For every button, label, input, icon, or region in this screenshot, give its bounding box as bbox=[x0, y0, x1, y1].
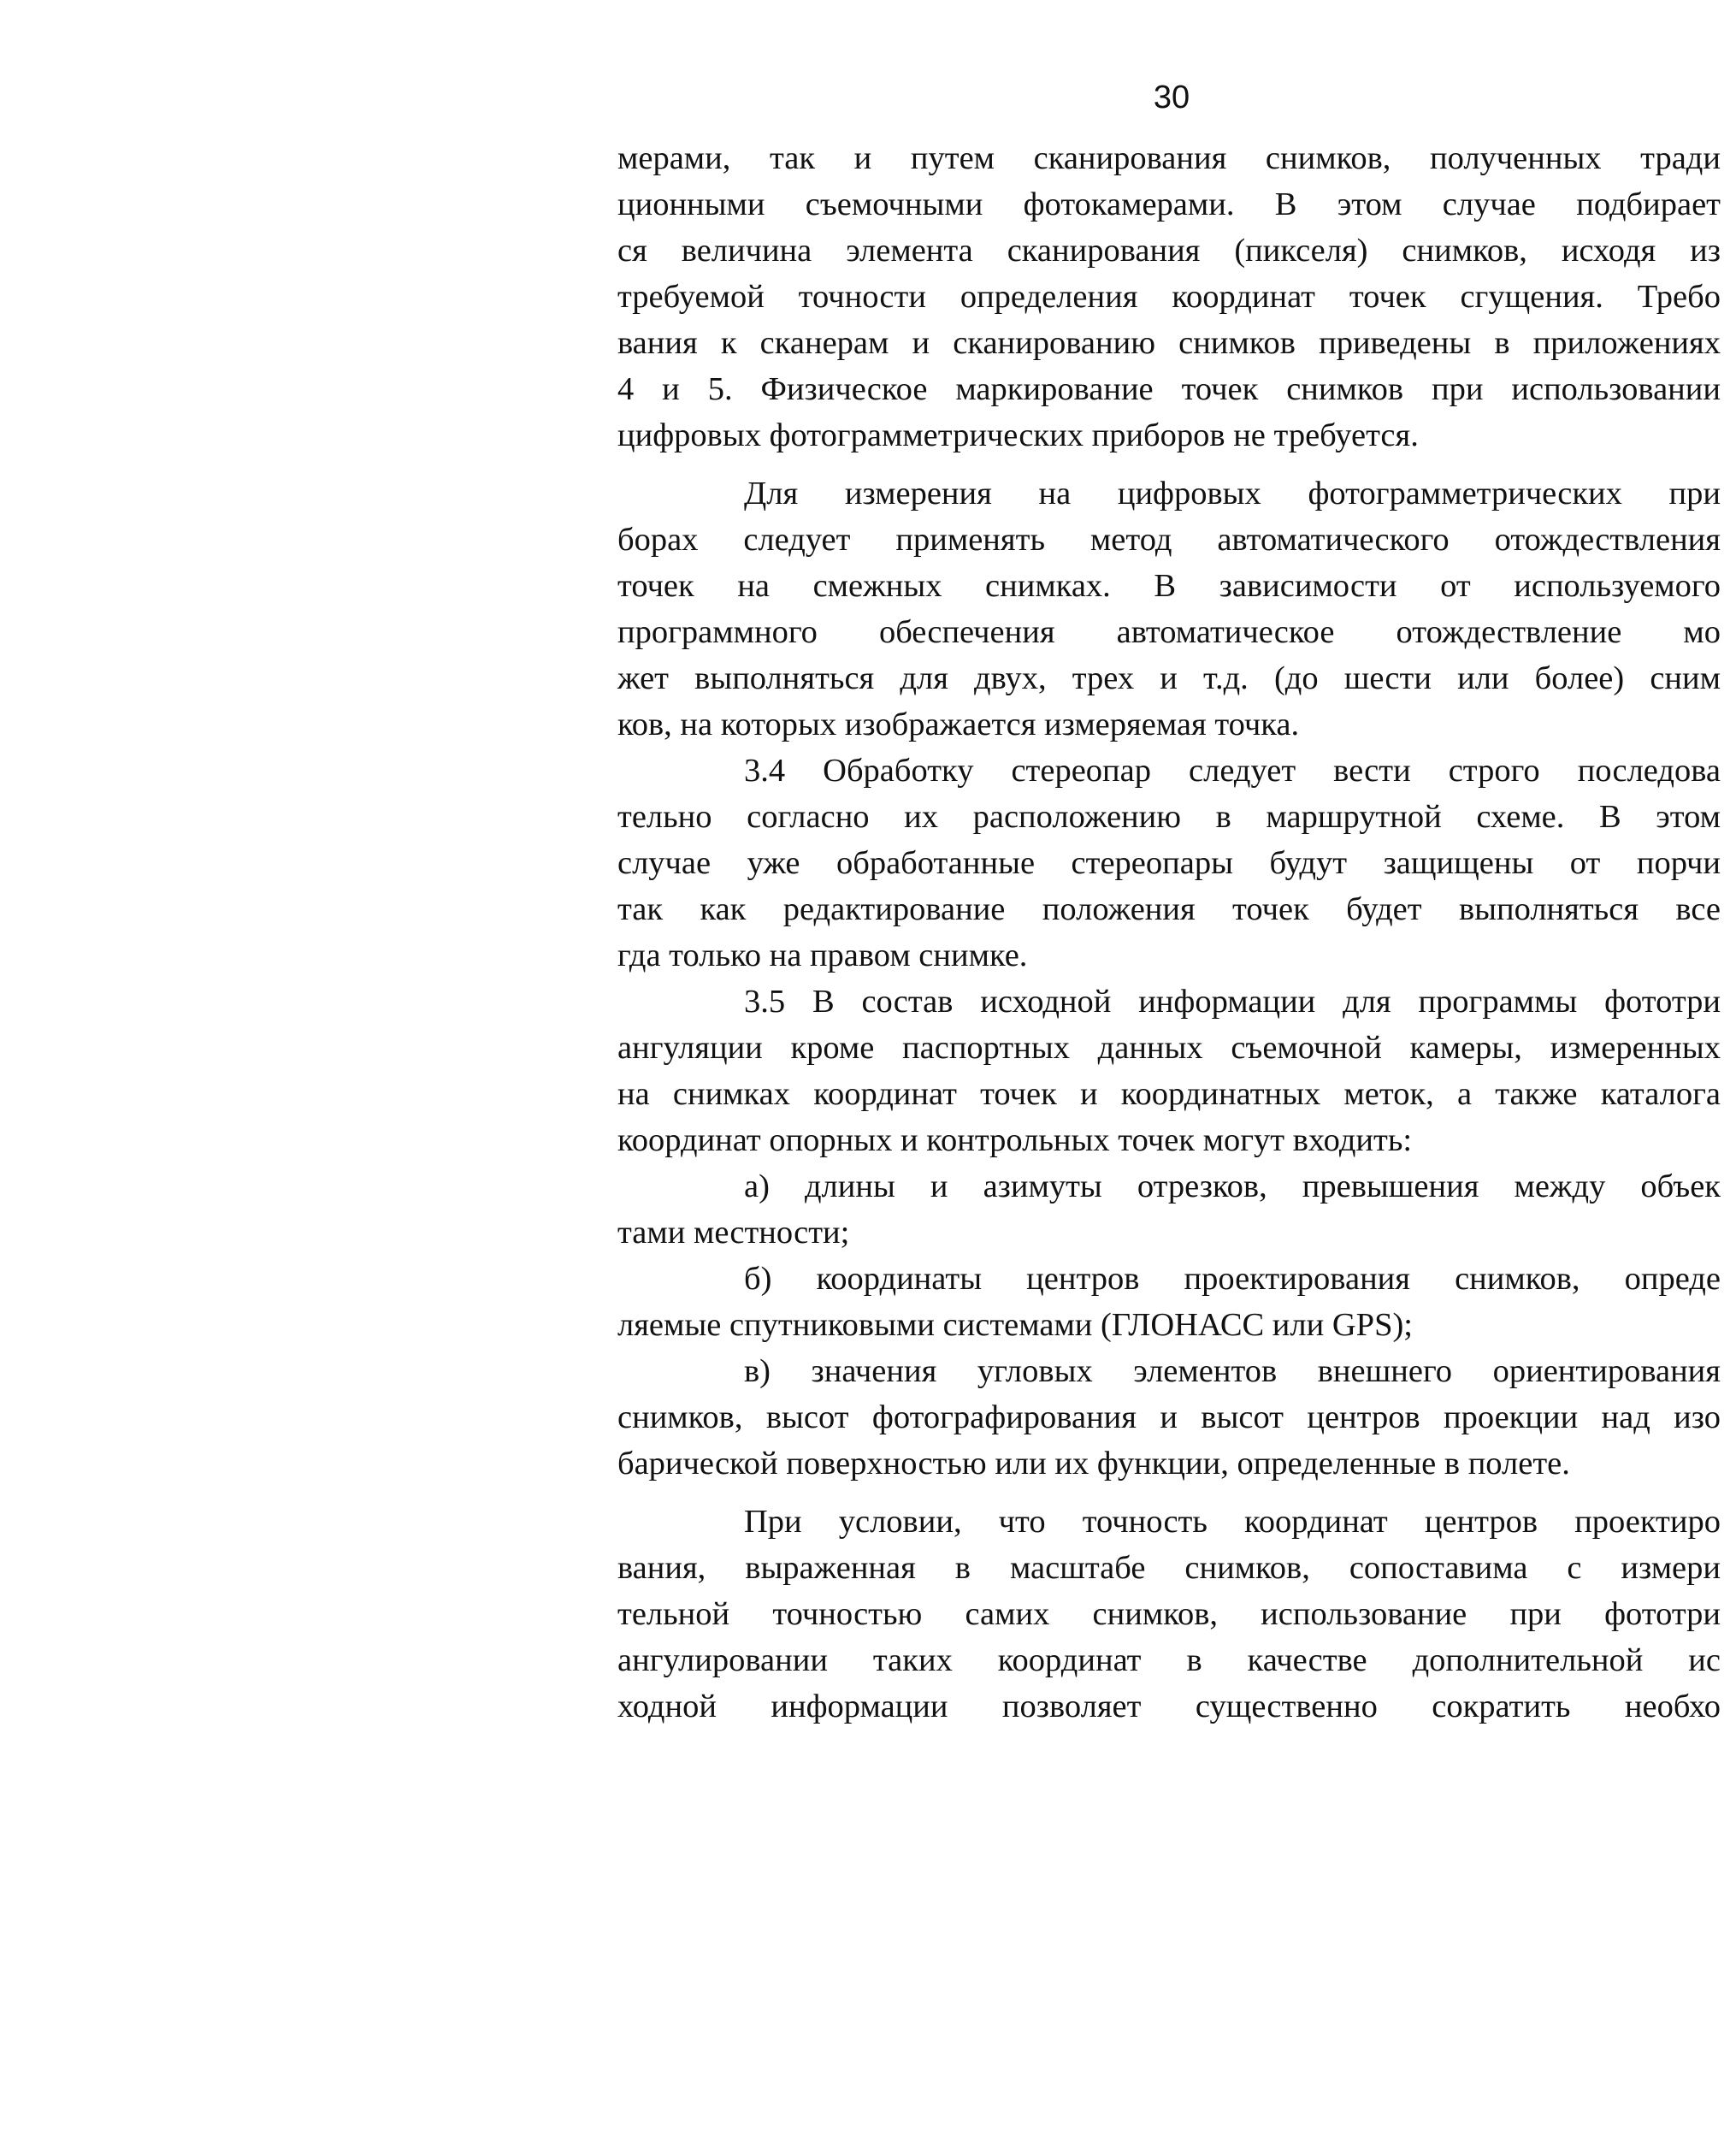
text-line: ционными съемочными фотокамерами. В этом случае подбирает bbox=[617, 186, 1721, 222]
text-line: тельно согласно их расположению в маршрутной схеме. В этом bbox=[617, 799, 1721, 835]
text-line: мерами, так и путем сканирования снимков, полученных тради bbox=[617, 140, 1721, 176]
text-line: ся величина элемента сканирования (пикселя) снимков, исходя из bbox=[617, 233, 1721, 269]
text-line: ходной информации позволяет существенно сократить необхо bbox=[617, 1689, 1721, 1724]
text-line: а) длины и азимуты отрезков, превышения между объек bbox=[744, 1168, 1721, 1204]
text-line: на снимках координат точек и координатных меток, а также каталога bbox=[617, 1076, 1721, 1112]
text-line: 4 и 5. Физическое маркирование точек снимков при использовании bbox=[617, 371, 1721, 407]
paragraph bbox=[617, 979, 1721, 1163]
paragraph bbox=[617, 748, 1721, 979]
text-line: б) координаты центров проектирования снимков, опреде bbox=[744, 1261, 1721, 1297]
paragraph bbox=[617, 1256, 1721, 1348]
paragraph bbox=[617, 1487, 1721, 1730]
text-line: так как редактирование положения точек будет выполняться все bbox=[617, 891, 1721, 927]
paragraph bbox=[617, 1163, 1721, 1256]
text-line: тельной точностью самих снимков, использование при фототри bbox=[617, 1596, 1721, 1632]
text-line: жет выполняться для двух, трех и т.д. (до шести или более) сним bbox=[617, 660, 1721, 696]
text-line: При условии, что точность координат центров проектиро bbox=[744, 1504, 1721, 1540]
text-line: тами местности; bbox=[617, 1215, 850, 1251]
paragraph bbox=[617, 1348, 1721, 1487]
text-line: программного обеспечения автоматическое отождествление мо bbox=[617, 614, 1721, 650]
text-line: ляемые спутниковыми системами (ГЛОНАСС или GPS); bbox=[617, 1307, 1413, 1343]
text-line: координат опорных и контрольных точек могут входить: bbox=[617, 1122, 1413, 1158]
text-line: Для измерения на цифровых фотограмметрических при bbox=[744, 476, 1721, 512]
text-line: ангулировании таких координат в качестве дополнительной ис bbox=[617, 1642, 1721, 1678]
document-body bbox=[617, 135, 1721, 1730]
text-line: случае уже обработанные стереопары будут защищены от порчи bbox=[617, 845, 1721, 881]
text-line: 3.5 В состав исходной информации для программы фототри bbox=[744, 984, 1721, 1020]
text-line: ангуляции кроме паспортных данных съемочной камеры, измеренных bbox=[617, 1030, 1721, 1066]
text-line: барической поверхностью или их функции, определенные в полете. bbox=[617, 1446, 1570, 1482]
text-line: вания к сканерам и сканированию снимков приведены в приложениях bbox=[617, 325, 1721, 361]
text-line: цифровых фотограмметрических приборов не требуется. bbox=[617, 417, 1419, 453]
text-line: снимков, высот фотографирования и высот центров проекции над изо bbox=[617, 1399, 1721, 1435]
text-line: 3.4 Обработку стереопар следует вести строго последова bbox=[744, 753, 1721, 789]
text-line: точек на смежных снимках. В зависимости от используемого bbox=[617, 568, 1721, 604]
page-number: 30 bbox=[1153, 80, 1190, 115]
paragraph bbox=[617, 458, 1721, 748]
text-line: в) значения угловых элементов внешнего ориентирования bbox=[744, 1353, 1721, 1389]
paragraph bbox=[617, 135, 1721, 458]
text-line: борах следует применять метод автоматического отождествления bbox=[617, 522, 1721, 558]
text-line: ков, на которых изображается измеряемая точка. bbox=[617, 707, 1300, 742]
text-line: требуемой точности определения координат точек сгущения. Требо bbox=[617, 279, 1721, 315]
text-line: вания, выраженная в масштабе снимков, сопоставима с измери bbox=[617, 1550, 1721, 1586]
text-line: гда только на правом снимке. bbox=[617, 937, 1028, 973]
